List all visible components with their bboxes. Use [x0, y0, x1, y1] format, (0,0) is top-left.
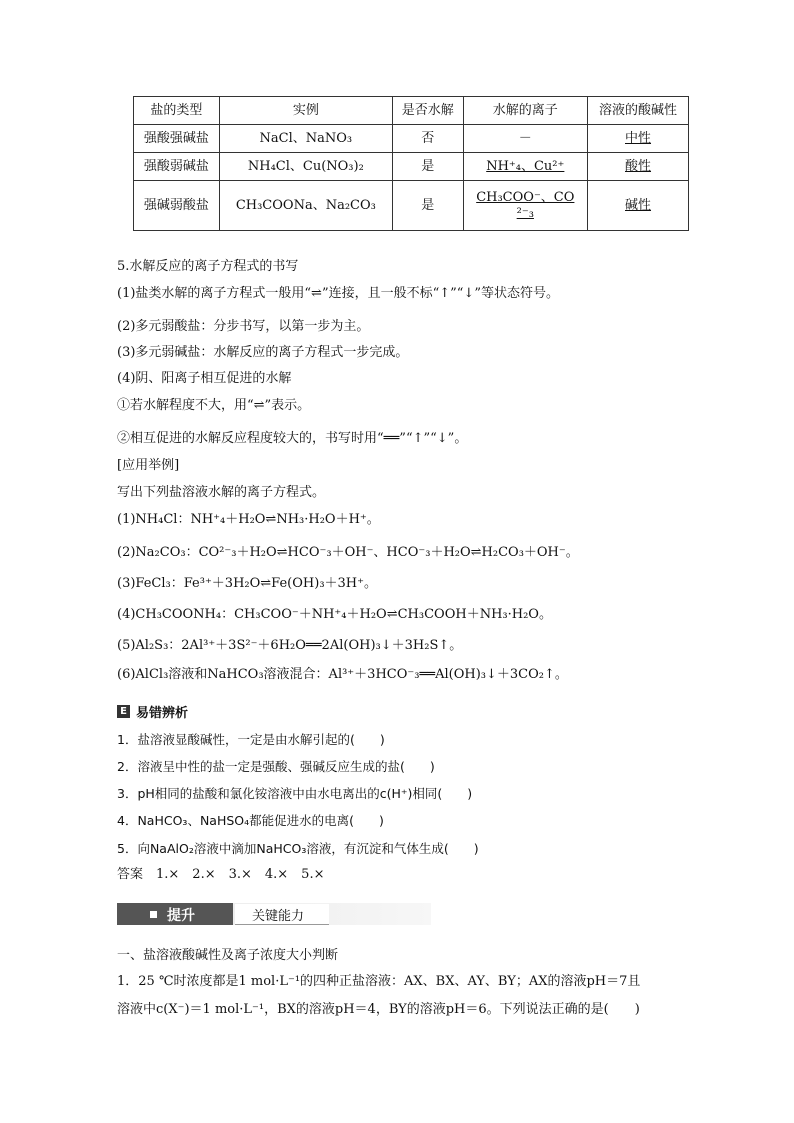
text-line: (3)多元弱碱盐：水解反应的离子方程式一步完成。 [117, 345, 409, 360]
text-line: ②相互促进的水解反应程度较大的，书写时用“══”“↑”“↓”。 [117, 431, 468, 446]
answer-underlined: ²⁻₃ [516, 205, 534, 221]
easy-mistake-title: 易错辨析 [136, 706, 189, 721]
square-icon [150, 911, 157, 918]
table-cell [588, 153, 689, 181]
equation-line: (6)AlCl₃溶液和NaHCO₃溶液混合：Al³⁺＋3HCO⁻₃══Al(OH)₃↓＋3CO₂↑。 [117, 667, 568, 682]
table-cell [463, 181, 587, 231]
table-header-cell: 是否水解 [392, 97, 463, 125]
text-line: [应用举例] [117, 458, 180, 473]
table-cell: 是 [392, 181, 463, 231]
banner-light-block [235, 904, 329, 925]
answer-underlined: NH⁺₄、Cu²⁺ [486, 158, 565, 174]
table-cell [588, 125, 689, 153]
banner-dark-block [117, 903, 233, 925]
text-line: ①若水解程度不大，用“⇌”表示。 [117, 398, 311, 413]
e-square-icon: E [117, 705, 130, 718]
text-line: 写出下列盐溶液水解的离子方程式。 [117, 485, 326, 500]
table-cell: 强碱弱酸盐 [134, 181, 220, 231]
table-header-row [134, 97, 689, 125]
table-header-cell: 水解的离子 [463, 97, 587, 125]
judge-item: 1．盐溶液显酸碱性，一定是由水解引起的( ) [117, 732, 385, 747]
part-title: 一、盐溶液酸碱性及离子浓度大小判断 [117, 948, 339, 963]
judge-item: 3．pH相同的盐酸和氯化铵溶液中由水电离出的c(H⁺)相同( ) [117, 786, 473, 801]
text-line: (1)盐类水解的离子方程式一般用“⇌”连接，且一般不标“↑”“↓”等状态符号。 [117, 286, 559, 301]
answer-underlined: 碱性 [625, 197, 652, 213]
equation-line: (3)FeCl₃：Fe³⁺＋3H₂O⇌Fe(OH)₃＋3H⁺。 [117, 576, 378, 591]
judge-item: 4．NaHCO₃、NaHSO₄都能促进水的电离( ) [117, 813, 384, 828]
table-row [134, 125, 689, 153]
answer-line: 答案 1.× 2.× 3.× 4.× 5.× [117, 867, 325, 882]
table-cell: NH₄Cl、Cu(NO₃)₂ [219, 153, 392, 181]
answer-underlined: 中性 [625, 130, 652, 146]
table-cell: 强酸强碱盐 [134, 125, 220, 153]
equation-line: (5)Al₂S₃：2Al³⁺＋3S²⁻＋6H₂O══2Al(OH)₃↓＋3H₂S↑。 [117, 638, 463, 653]
table-header-cell: 溶液的酸碱性 [588, 97, 689, 125]
table-cell [463, 153, 587, 181]
question-line: 1．25 ℃时浓度都是1 mol·L⁻¹的四种正盐溶液：AX、BX、AY、BY；AX的溶液pH＝7且 [117, 974, 641, 989]
equation-line: (4)CH₃COONH₄：CH₃COO⁻＋NH⁺₄＋H₂O⇌CH₃COOH＋NH₃·H₂O。 [117, 607, 552, 622]
answer-underlined: CH₃COO⁻、CO [476, 189, 575, 205]
table-header-cell: 盐的类型 [134, 97, 220, 125]
section-banner [117, 903, 431, 925]
judge-item: 5．向NaAlO₂溶液中滴加NaHCO₃溶液，有沉淀和气体生成( ) [117, 841, 479, 856]
text-line: (2)多元弱酸盐：分步书写，以第一步为主。 [117, 319, 370, 334]
banner-label-improve: 提升 [167, 908, 195, 924]
table-cell: 强酸弱碱盐 [134, 153, 220, 181]
answer-underlined: 酸性 [625, 158, 652, 174]
section-heading: 5.水解反应的离子方程式的书写 [117, 259, 299, 274]
table-row [134, 181, 689, 231]
table-cell: 是 [392, 153, 463, 181]
banner-label-key-ability: 关键能力 [252, 909, 305, 924]
table-cell: CH₃COONa、Na₂CO₃ [219, 181, 392, 231]
table-row [134, 153, 689, 181]
equation-line: (2)Na₂CO₃：CO²⁻₃＋H₂O⇌HCO⁻₃＋OH⁻、HCO⁻₃＋H₂O⇌H₂CO₃＋OH⁻。 [117, 545, 579, 560]
judge-item: 2．溶液呈中性的盐一定是强酸、强碱反应生成的盐( ) [117, 759, 435, 774]
equation-line: (1)NH₄Cl：NH⁺₄＋H₂O⇌NH₃·H₂O＋H⁺。 [117, 512, 380, 527]
table-header-cell: 实例 [219, 97, 392, 125]
table-cell: － [463, 125, 587, 153]
table-cell: NaCl、NaNO₃ [219, 125, 392, 153]
salt-hydrolysis-table [133, 96, 689, 231]
table-cell [588, 181, 689, 231]
question-line: 溶液中c(X⁻)＝1 mol·L⁻¹，BX的溶液pH＝4，BY的溶液pH＝6。下列说法正确的是( ) [117, 1002, 640, 1017]
table-cell: 否 [392, 125, 463, 153]
text-line: (4)阴、阳离子相互促进的水解 [117, 371, 292, 386]
